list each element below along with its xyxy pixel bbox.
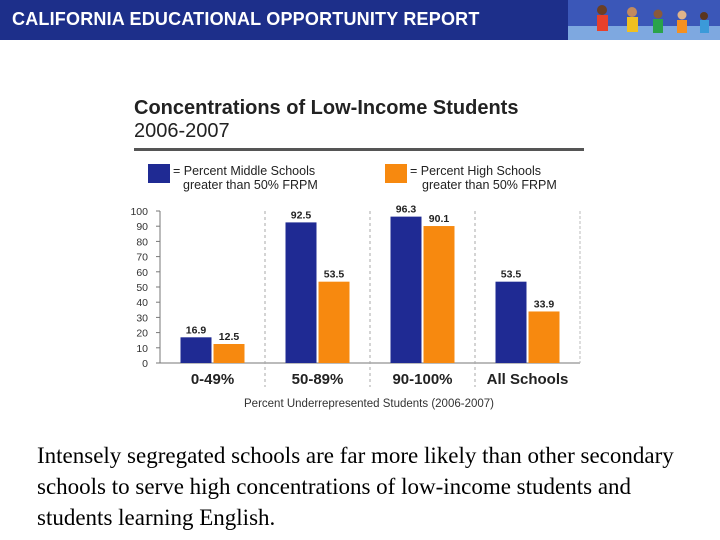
- data-label: 53.5: [323, 268, 345, 281]
- bar: [214, 344, 245, 363]
- bar: [286, 222, 317, 363]
- y-tick-label: 40: [136, 297, 148, 310]
- report-title: CALIFORNIA EDUCATIONAL OPPORTUNITY REPORT: [12, 9, 480, 29]
- data-label: 90.1: [428, 213, 450, 226]
- category-label: All Schools: [486, 371, 569, 388]
- y-tick-label: 0: [142, 358, 148, 370]
- legend-high-line2: greater than 50% FRPM: [422, 178, 557, 192]
- data-label: 33.9: [533, 298, 555, 311]
- y-tick-label: 60: [136, 266, 148, 279]
- legend-middle-line1: = Percent Middle Schools: [173, 164, 316, 178]
- category-label: 0-49%: [190, 371, 235, 388]
- bar: [391, 217, 422, 363]
- y-tick-label: 100: [130, 206, 148, 218]
- data-label: 92.5: [290, 209, 312, 222]
- category-label: 50-89%: [291, 371, 344, 388]
- legend-middle-line2: greater than 50% FRPM: [183, 178, 318, 192]
- chart-title: Concentrations of Low-Income Students: [134, 97, 519, 119]
- bar: [496, 282, 527, 363]
- bar: [529, 311, 560, 363]
- data-label: 12.5: [218, 331, 240, 343]
- y-tick-label: 80: [136, 236, 148, 249]
- bar: [424, 226, 455, 363]
- y-tick-label: 10: [136, 342, 148, 355]
- x-axis-title: Percent Underrepresented Students (2006-2007): [244, 398, 494, 410]
- category-label: 90-100%: [392, 371, 453, 388]
- slide-caption: Intensely segregated schools are far more likely than other secondary schools to serve high concentrations of low-income students and students learning English.: [37, 443, 674, 530]
- data-label: 53.5: [500, 268, 522, 281]
- data-label: 16.9: [185, 324, 207, 337]
- y-tick-label: 20: [136, 327, 148, 340]
- legend-high-line1: = Percent High Schools: [410, 164, 541, 178]
- data-label: 96.3: [395, 203, 417, 216]
- bar: [181, 337, 212, 363]
- y-tick-label: 90: [136, 221, 148, 234]
- bar: [319, 282, 350, 363]
- chart-subtitle: 2006-2007: [134, 120, 230, 142]
- y-tick-label: 50: [136, 282, 148, 294]
- y-tick-label: 70: [136, 251, 148, 264]
- y-tick-label: 30: [136, 312, 148, 325]
